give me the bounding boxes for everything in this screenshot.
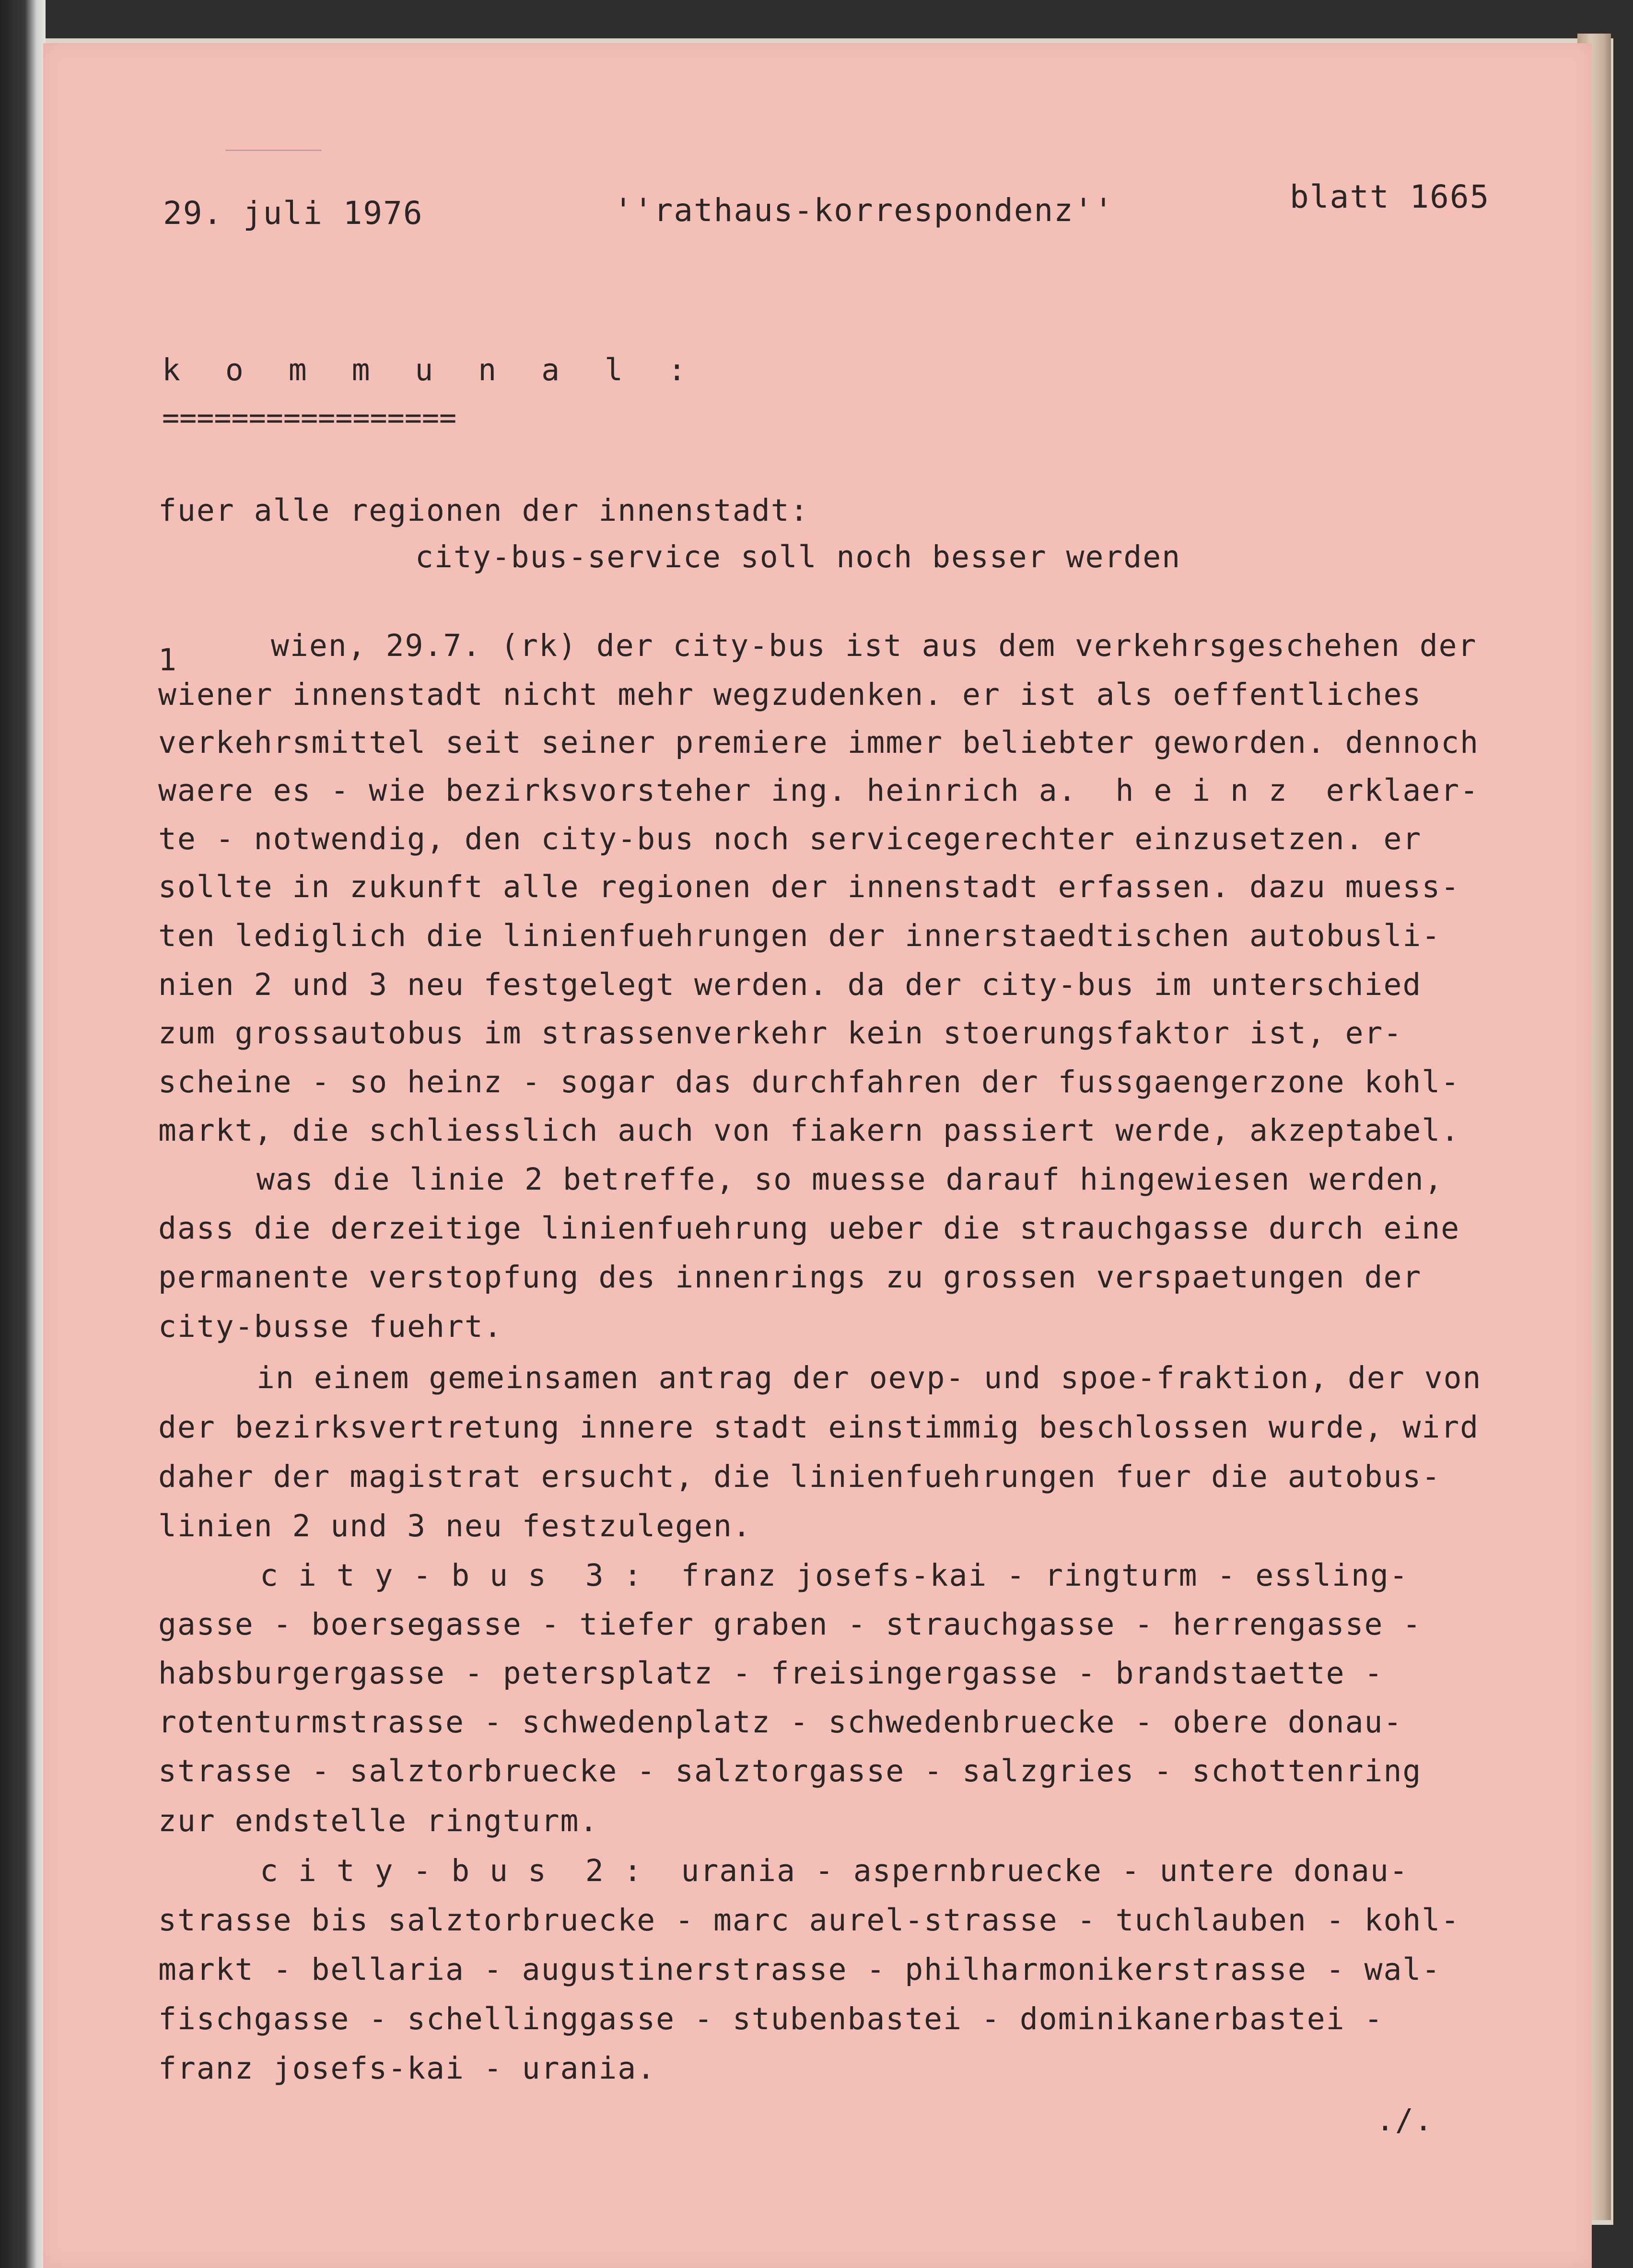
body-line: in einem gemeinsamen antrag der oevp- und spoe-fraktion, der von xyxy=(257,1360,1482,1395)
body-line: franz josefs-kai - urania. xyxy=(158,2051,656,2086)
body-line: sollte in zukunft alle regionen der innenstadt erfassen. dazu muess- xyxy=(158,869,1460,904)
continuation-mark: ./. xyxy=(1376,2103,1434,2138)
section-rule: ================= xyxy=(162,401,457,435)
body-line: strasse bis salztorbruecke - marc aurel-strasse - tuchlauben - kohl- xyxy=(158,1903,1460,1938)
headline-line-1: fuer alle regionen der innenstadt: xyxy=(158,493,809,528)
body-line: city-busse fuehrt. xyxy=(158,1309,503,1344)
section-title: k o m m u n a l : xyxy=(162,352,700,387)
body-line: der bezirksvertretung innere stadt einstimmig beschlossen wurde, wird xyxy=(158,1410,1480,1445)
pencil-mark xyxy=(225,150,321,151)
item-number: 1 xyxy=(158,643,177,678)
body-line: markt - bellaria - augustinerstrasse - philharmonikerstrasse - wal- xyxy=(158,1952,1441,1987)
body-line: gasse - boersegasse - tiefer graben - strauchgasse - herrengasse - xyxy=(158,1607,1422,1642)
body-line: ten lediglich die linienfuehrungen der innerstaedtischen autobusli- xyxy=(158,918,1441,953)
headline-line-2: city-bus-service soll noch besser werden xyxy=(415,539,1181,574)
body-line: rotenturmstrasse - schwedenplatz - schwedenbruecke - obere donau- xyxy=(158,1705,1403,1740)
body-line: zur endstelle ringturm. xyxy=(158,1803,599,1838)
body-line: verkehrsmittel seit seiner premiere immer beliebter geworden. dennoch xyxy=(158,725,1480,760)
body-line: wiener innenstadt nicht mehr wegzudenken. er ist als oeffentliches xyxy=(158,677,1422,712)
body-line: nien 2 und 3 neu festgelegt werden. da der city-bus im unterschied xyxy=(158,967,1422,1002)
body-line: fischgasse - schellinggasse - stubenbastei - dominikanerbastei - xyxy=(158,2001,1384,2036)
body-line: permanente verstopfung des innenrings zu grossen verspaetungen der xyxy=(158,1260,1422,1295)
header-date: 29. juli 1976 xyxy=(163,195,423,232)
body-line: linien 2 und 3 neu festzulegen. xyxy=(158,1508,752,1543)
body-line: c i t y - b u s 3 : franz josefs-kai - ringturm - essling- xyxy=(260,1558,1409,1593)
body-line: dass die derzeitige linienfuehrung ueber die strauchgasse durch eine xyxy=(158,1211,1460,1246)
body-line: te - notwendig, den city-bus noch servicegerechter einzusetzen. er xyxy=(158,821,1422,856)
body-line: scheine - so heinz - sogar das durchfahren der fussgaengerzone kohl- xyxy=(158,1064,1460,1099)
body-line: waere es - wie bezirksvorsteher ing. heinrich a. h e i n z erklaer- xyxy=(158,773,1480,808)
body-line: daher der magistrat ersucht, die linienfuehrungen fuer die autobus- xyxy=(158,1459,1441,1494)
header-publication: ''rathaus-korrespondenz'' xyxy=(614,192,1114,229)
document-page xyxy=(43,43,1592,2268)
body-line: strasse - salztorbruecke - salztorgasse - salzgries - schottenring xyxy=(158,1754,1422,1789)
header-page-label: blatt 1665 xyxy=(1290,178,1490,215)
body-line: wien, 29.7. (rk) der city-bus ist aus dem verkehrsgeschehen der xyxy=(271,628,1477,663)
body-line: habsburgergasse - petersplatz - freisingergasse - brandstaette - xyxy=(158,1656,1384,1691)
body-line: was die linie 2 betreffe, so muesse darauf hingewiesen werden, xyxy=(257,1162,1444,1197)
body-line: zum grossautobus im strassenverkehr kein stoerungsfaktor ist, er- xyxy=(158,1016,1403,1051)
body-line: markt, die schliesslich auch von fiakern passiert werde, akzeptabel. xyxy=(158,1113,1460,1148)
body-line: c i t y - b u s 2 : urania - aspernbruecke - untere donau- xyxy=(260,1853,1409,1888)
binder-spine xyxy=(0,0,46,2268)
